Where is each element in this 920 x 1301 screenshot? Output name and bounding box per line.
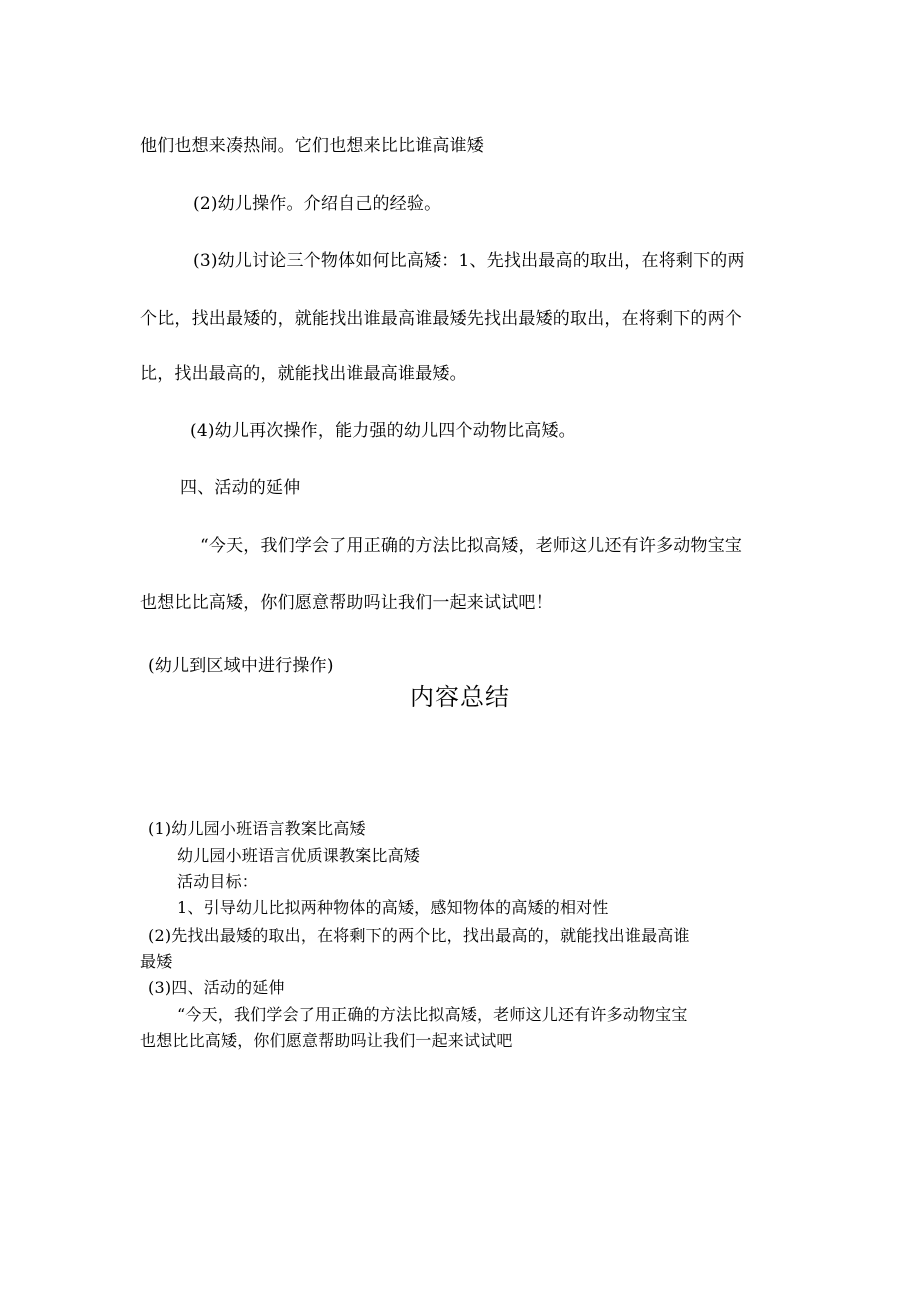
paragraph-line: 他们也想来凑热闹。它们也想来比比谁高谁矮 [140, 136, 484, 156]
summary-line: “今天，我们学会了用正确的方法比拟高矮，老师这儿还有许多动物宝宝 [177, 1005, 688, 1024]
summary-line: 最矮 [140, 952, 173, 971]
summary-line: (1)幼儿园小班语言教案比高矮 [148, 819, 366, 838]
summary-line: 幼儿园小班语言优质课教案比高矮 [177, 846, 421, 865]
summary-title: 内容总结 [410, 683, 510, 711]
paragraph-line: (2)幼儿操作。介绍自己的经验。 [193, 194, 442, 214]
paragraph-line: 也想比比高矮，你们愿意帮助吗让我们一起来试试吧！ [140, 593, 553, 613]
summary-line: (3)四、活动的延伸 [148, 978, 285, 997]
summary-line: 也想比比高矮，你们愿意帮助吗让我们一起来试试吧 [140, 1031, 513, 1050]
summary-line: (2)先找出最矮的取出，在将剩下的两个比，找出最高的，就能找出谁最高谁 [148, 926, 690, 945]
paragraph-line: 个比，找出最矮的，就能找出谁最高谁最矮先找出最矮的取出，在将剩下的两个 [140, 309, 742, 329]
summary-line: 1、引导幼儿比拟两种物体的高矮，感知物体的高矮的相对性 [177, 898, 609, 917]
paragraph-line: (4)幼儿再次操作，能力强的幼儿四个动物比高矮。 [190, 421, 576, 441]
summary-line: 活动目标： [177, 872, 259, 891]
paragraph-line: (幼儿到区域中进行操作) [148, 656, 334, 676]
paragraph-line: (3)幼儿讨论三个物体如何比高矮：1、先找出最高的取出，在将剩下的两 [193, 251, 745, 271]
paragraph-line: 比，找出最高的，就能找出谁最高谁最矮。 [140, 364, 467, 384]
paragraph-line: “今天，我们学会了用正确的方法比拟高矮，老师这儿还有许多动物宝宝 [200, 536, 743, 556]
section-heading: 四、活动的延伸 [180, 478, 301, 498]
